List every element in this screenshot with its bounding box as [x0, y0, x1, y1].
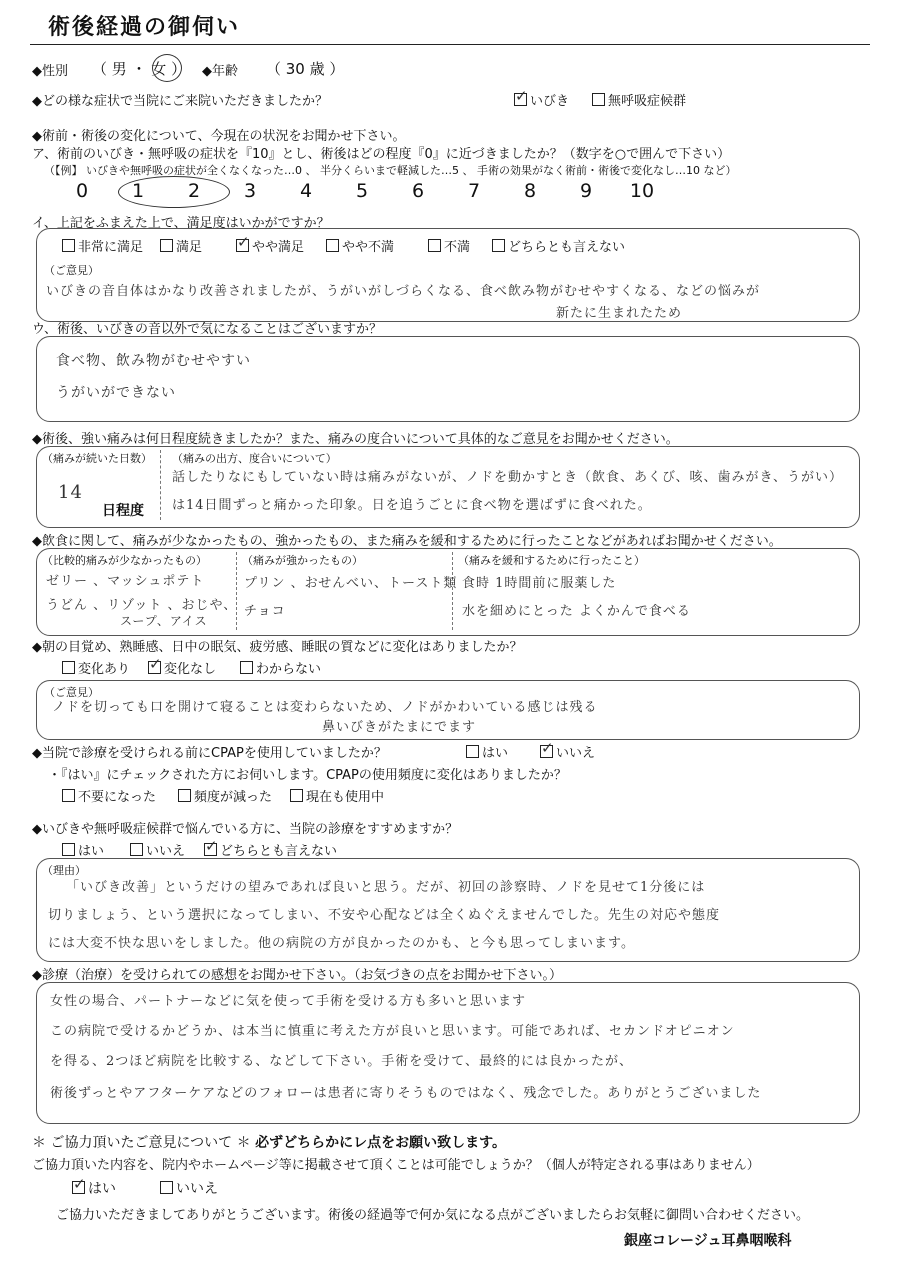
notice-text: ご協力頂いた内容を、院内やホームページ等に掲載させて頂くことは可能でしょうか？（個人が特定される事はありません） [32, 1158, 760, 1173]
sleep-label-3: わからない [256, 662, 322, 677]
sleep-label-2: 変化なし [164, 662, 217, 677]
food-relief-2[interactable]: 水を細めにとった よくかんで食べる [462, 604, 691, 619]
notice-heading [32, 1132, 506, 1152]
cpap-freq-checkbox-1[interactable] [62, 789, 75, 802]
scale-1[interactable]: 1 [131, 180, 145, 202]
scale-circle-mark [118, 176, 230, 208]
sleep-checkbox-2[interactable] [148, 661, 161, 674]
sat-option-2[interactable] [160, 236, 202, 255]
publish-yes-label: はい [88, 1181, 116, 1197]
thanks-text: ご協力いただきましてありがとうございます。術後の経過等で何か気になる点がございましたらお気軽に御問い合わせください。 [56, 1208, 809, 1223]
gender-value[interactable]: （ 男 ・ 女 ） [92, 60, 187, 78]
apnea-label: 無呼吸症候群 [608, 94, 687, 109]
scale-7[interactable]: 7 [467, 180, 481, 202]
snoring-label: いびき [530, 94, 570, 109]
scale-4[interactable]: 4 [299, 180, 313, 202]
scale-9[interactable]: 9 [579, 180, 593, 202]
sat-option-4[interactable] [326, 236, 394, 255]
page-title: 術後経過の御伺い [48, 15, 241, 40]
notice-emphasis: 必ずどちらかにレ点をお願い致します。 [255, 1135, 506, 1151]
impression-4[interactable]: 術後ずっとやアフターケアなどのフォローは患者に寄りそうものではなく、残念でした。ありがとうございました [50, 1086, 762, 1101]
pain-days-value[interactable]: 14 [58, 482, 83, 503]
notice-heading-text: ＊ ご協力頂いたご意見について ＊ [32, 1135, 251, 1151]
u-frame [36, 336, 860, 422]
u-answer-2[interactable]: うがいができない [56, 385, 176, 401]
sleep-comment-1[interactable]: ノドを切っても口を開けて寝ることは変わらないため、ノドがかわいている感じは残る [52, 700, 598, 715]
sat-option-5[interactable] [428, 236, 470, 255]
impression-2[interactable]: この病院で受けるかどうか、は本当に慎重に考えた方が良いと思います。可能であれば、セカンドオピニオン [50, 1024, 735, 1039]
sat-checkbox-3[interactable] [236, 239, 249, 252]
sleep-label-1: 変化あり [78, 662, 131, 677]
cpap-no-option[interactable] [540, 742, 595, 761]
publish-no-option[interactable] [160, 1178, 218, 1198]
sat-opinion-label: （ご意見） [44, 264, 99, 277]
food-strong-label: （痛みが強かったもの） [242, 554, 363, 567]
sat-checkbox-5[interactable] [428, 239, 441, 252]
food-divider-2 [452, 552, 454, 630]
gender-circle-mark [152, 54, 182, 82]
pain-days-unit: 日程度 [102, 503, 144, 519]
sat-comment-1[interactable]: いびきの音自体はかなり改善されましたが、うがいがしづらくなる、食べ飲み物がむせやすくなる、などの悩みが [46, 284, 761, 299]
question-u: ウ、術後、いびきの音以外で気になることはございますか？ [32, 322, 382, 337]
impression-question: ◆診療（治療）を受けられての感想をお聞かせ下さい。（お気づきの点をお聞かせ下さい。） [32, 968, 562, 983]
food-relief-label: （痛みを緩和するために行ったこと） [458, 554, 645, 567]
food-divider-1 [236, 552, 238, 630]
scale-3[interactable]: 3 [243, 180, 257, 202]
apnea-option[interactable] [592, 90, 686, 109]
sleep-option-2[interactable] [148, 658, 216, 677]
gender-label: ◆性別 [32, 64, 68, 79]
u-answer-1[interactable]: 食べ物、飲み物がむせやすい [56, 353, 251, 369]
clinic-name: 銀座コレージュ耳鼻咽喉科 [624, 1233, 792, 1249]
pain-detail-label: （痛みの出方、度合いについて） [172, 452, 337, 465]
reason-2[interactable]: 切りましょう、という選択になってしまい、不安や心配などは全くぬぐえませんでした。先生の対応や態度 [48, 908, 721, 923]
publish-no-checkbox[interactable] [160, 1181, 173, 1194]
sleep-question: ◆朝の目覚め、熟睡感、日中の眠気、疲労感、睡眠の質などに変化はありましたか？ [32, 640, 523, 655]
recommend-label-1: はい [78, 844, 105, 859]
scale-10[interactable]: 10 [629, 180, 655, 202]
sat-option-3[interactable] [236, 236, 304, 255]
recommend-checkbox-2[interactable] [130, 843, 143, 856]
sat-label-3: やや満足 [252, 240, 305, 255]
cpap-freq-question: ・『はい』にチェックされた方にお伺いします。CPAPの使用頻度に変化はありましたか？ [48, 768, 567, 783]
food-less-label: （比較的痛みが少なかったもの） [42, 554, 207, 567]
change-question: ◆術前・術後の変化について、今現在の状況をお聞かせ下さい。 [32, 129, 406, 144]
title-underline [30, 44, 870, 45]
snoring-option[interactable] [514, 90, 569, 109]
cpap-freq-checkbox-2[interactable] [178, 789, 191, 802]
scale-0[interactable]: 0 [75, 180, 89, 202]
pain-detail-1[interactable]: 話したりなにもしていない時は痛みがないが、ノドを動かすとき（飲食、あくび、咳、歯みがき、うがい） [172, 470, 843, 485]
cpap-no-checkbox[interactable] [540, 745, 553, 758]
sat-checkbox-2[interactable] [160, 239, 173, 252]
cpap-freq-checkbox-3[interactable] [290, 789, 303, 802]
age-label: ◆年齢 [202, 64, 238, 79]
cpap-question: ◆当院で診療を受けられる前にCPAPを使用していましたか？ [32, 746, 387, 761]
reason-1[interactable]: 「いびき改善」というだけの望みであれば良いと思う。だが、初回の診察時、ノドを見せて1分後には [66, 880, 706, 895]
food-less-2[interactable]: うどん 、リゾット 、おじや、 [46, 598, 238, 613]
cpap-freq-option-2[interactable] [178, 786, 272, 805]
impression-1[interactable]: 女性の場合、パートナーなどに気を使って手術を受ける方も多いと思います [50, 994, 527, 1009]
sat-checkbox-6[interactable] [492, 239, 505, 252]
publish-no-label: いいえ [176, 1181, 218, 1197]
sleep-opinion-label: （ご意見） [44, 686, 99, 699]
pain-question: ◆術後、強い痛みは何日程度続きましたか？また、痛みの度合いについて具体的なご意見をお聞かせください。 [32, 432, 679, 447]
cpap-yes-checkbox[interactable] [466, 745, 479, 758]
recommend-option-3[interactable] [204, 840, 337, 859]
cpap-yes-label: はい [482, 746, 509, 761]
scale-8[interactable]: 8 [523, 180, 537, 202]
sat-label-6: どちらとも言えない [508, 240, 626, 255]
symptom-question: ◆どの様な症状で当院にご来院いただきましたか？ [32, 94, 328, 109]
sat-label-2: 満足 [176, 240, 203, 255]
publish-yes-checkbox[interactable] [72, 1181, 85, 1194]
sat-label-4: やや不満 [342, 240, 395, 255]
recommend-checkbox-1[interactable] [62, 843, 75, 856]
cpap-freq-option-3[interactable] [290, 786, 384, 805]
sleep-option-3[interactable] [240, 658, 321, 677]
recommend-checkbox-3[interactable] [204, 843, 217, 856]
cpap-freq-label-2: 頻度が減った [194, 790, 273, 805]
question-i: イ、上記をふまえた上で、満足度はいかがですか？ [32, 216, 330, 231]
impression-3[interactable]: を得る、2つほど病院を比較する、などして下さい。手術を受けて、最終的には良かったが、 [50, 1054, 634, 1069]
sat-label-1: 非常に満足 [78, 240, 144, 255]
question-a: ア、術前のいびき・無呼吸の症状を『10』とし、術後はどの程度『0』に近づきましたか？（数字を○で囲んで下さい） [32, 147, 731, 162]
sleep-checkbox-3[interactable] [240, 661, 253, 674]
reason-3[interactable]: には大変不快な思いをしました。他の病院の方が良かったのかも、と今も思ってしまいます。 [48, 936, 635, 951]
cpap-freq-label-1: 不要になった [78, 790, 157, 805]
snoring-checkbox[interactable] [514, 93, 527, 106]
recommend-option-1[interactable] [62, 840, 104, 859]
cpap-freq-option-1[interactable] [62, 786, 156, 805]
food-less-3[interactable]: スープ、アイス [120, 614, 208, 628]
food-less-1[interactable]: ゼリー 、マッシュポテト [46, 574, 205, 589]
sat-option-1[interactable] [62, 236, 143, 255]
sat-comment-2[interactable]: 新たに生まれたため [556, 306, 683, 321]
apnea-checkbox[interactable] [592, 93, 605, 106]
sleep-checkbox-1[interactable] [62, 661, 75, 674]
recommend-label-3: どちらとも言えない [220, 844, 338, 859]
food-relief-1[interactable]: 食時 1時間前に服薬した [462, 576, 617, 591]
scale-6[interactable]: 6 [411, 180, 425, 202]
pain-divider [160, 450, 162, 520]
recommend-question: ◆いびきや無呼吸症候群で悩んでいる方に、当院の診療をすすめますか？ [32, 822, 459, 837]
food-strong-2[interactable]: チョコ [244, 604, 286, 619]
cpap-freq-label-3: 現在も使用中 [306, 790, 385, 805]
pain-detail-2[interactable]: は14日間ずっと痛かった印象。日を追うごとに食べ物を選ばずに食べれた。 [172, 498, 652, 513]
pain-days-label: （痛みが続いた日数） [42, 452, 152, 465]
sat-option-6[interactable] [492, 236, 625, 255]
sat-label-5: 不満 [444, 240, 471, 255]
recommend-option-2[interactable] [130, 840, 185, 859]
reason-label: （理由） [42, 864, 86, 877]
publish-yes-option[interactable] [72, 1178, 116, 1198]
scale-5[interactable]: 5 [355, 180, 369, 202]
cpap-yes-option[interactable] [466, 742, 508, 761]
sat-checkbox-1[interactable] [62, 239, 75, 252]
sleep-comment-2[interactable]: 鼻いびきがたまにでます [322, 720, 477, 735]
recommend-label-2: いいえ [146, 844, 186, 859]
food-strong-1[interactable]: プリン 、おせんべい、トースト類 [244, 576, 458, 591]
sleep-option-1[interactable] [62, 658, 130, 677]
question-a-example: （【例】 いびきや無呼吸の症状が全くなくなった…0 、 半分くらいまで軽減した…5 、 手術の効果がなく術前・術後で変化なし…10 など） [44, 164, 737, 177]
sat-checkbox-4[interactable] [326, 239, 339, 252]
food-question: ◆飲食に関して、痛みが少なかったもの、強かったもの、また痛みを緩和するために行ったことなどがあればお聞かせください。 [32, 534, 782, 549]
cpap-no-label: いいえ [556, 746, 596, 761]
scale-2[interactable]: 2 [187, 180, 201, 202]
age-value[interactable]: （ 30 歳 ） [266, 60, 345, 78]
